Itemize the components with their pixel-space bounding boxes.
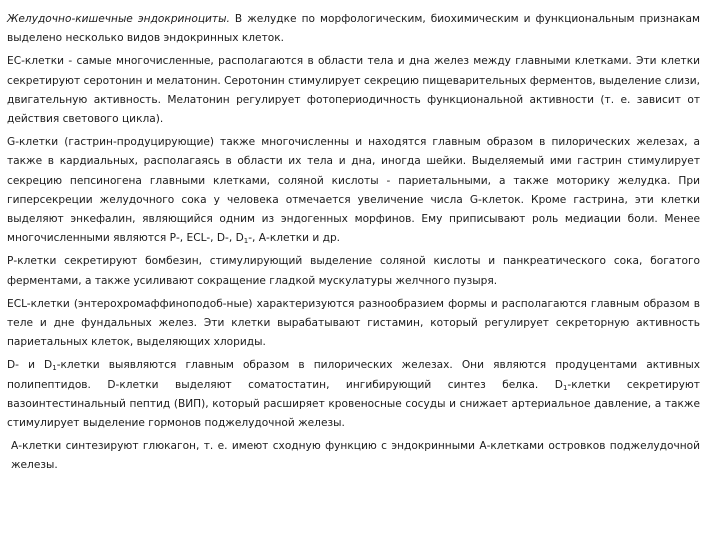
subscript-1: 1	[562, 383, 568, 392]
subscript-1: 1	[243, 237, 249, 246]
paragraph-ecl-cells-text: ECL-клетки (энтерохромаффиноподоб-ные) характеризуются разнообразием формы и располагаются главным образом в теле и дне фундальных желез. Эти клетки вырабатывают гистамин, который регулирует секреторную активность париетальных клеток, выделяющих хлориды.	[7, 297, 700, 349]
paragraph-g-cells-text: G-клетки (гастрин-продуцирующие) также многочисленны и находятся главным образом в пилорических железах, а также в кардиальных, располагаясь в области их тела и дна, иногда шейки. Выделяемый ими гастрин стимулирует секрецию пепсиногена главными клетками, соляной кислоты - париетальными, а также моторику желудка. При гиперсекреции желудочного сока у человека отмечается увеличение числа G-клеток. Кроме гастрина, эти клетки выделяют энкефалин, являющийся одним из эндогенных морфинов. Ему приписывают роль медиации боли. Менее многочисленными являются Р-, ECL-, D-, D	[7, 136, 700, 245]
paragraph-g-cells-tail: -, А-клетки и др.	[248, 232, 341, 245]
paragraph-a-cells	[7, 437, 700, 475]
paragraph-d-cells	[7, 356, 700, 433]
paragraph-ec-cells-text: ЕС-клетки - самые многочисленные, располагаются в области тела и дна желез между главными клетками. Эти клетки секретируют серотонин и мелатонин. Серотонин стимулирует секрецию пищеварительных ферментов, выделение слизи, двигательную активность. Мелатонин регулирует фотопериодичность функциональной активности (т. е. зависит от действия светового цикла).	[7, 55, 700, 126]
paragraph-p-cells	[7, 252, 700, 290]
subscript-1: 1	[52, 364, 57, 373]
paragraph-intro	[7, 10, 700, 48]
paragraph-ec-cells	[7, 52, 700, 129]
paragraph-d-cells-text-c: -клетки секретируют вазоинтестинальный пептид (ВИП), который расширяет кровеносные сосуды и снижает артериальное давление, а также стимулирует выделение гормонов поджелудочной железы.	[7, 378, 700, 430]
section-heading: Желудочно-кишечные эндокриноциты.	[7, 13, 230, 25]
paragraph-d-cells-text-b: -клетки выявляются главным образом в пилорических железах. Они являются продуцентами активных полипептидов. D-клетки выделяют соматостатин, ингибирующий синтез белка. D	[7, 359, 700, 391]
paragraph-intro-text: В желудке по морфологическим, биохимическим и функциональным признакам выделено несколько видов эндокринных клеток.	[7, 13, 701, 45]
paragraph-d-cells-text-a: D- и D	[7, 359, 53, 372]
document-page	[7, 10, 700, 480]
paragraph-g-cells	[7, 133, 700, 248]
paragraph-ecl-cells	[7, 295, 700, 353]
paragraph-p-cells-text: Р-клетки секретируют бомбезин, стимулирующий выделение соляной кислоты и панкреатического сока, богатого ферментами, а также усиливают сокращение гладкой мускулатуры желчного пузыря.	[7, 255, 700, 287]
paragraph-a-cells-text: А-клетки синтезируют глюкагон, т. е. имеют сходную функцию с эндокринными А-клетками островков поджелудочной железы.	[11, 440, 700, 472]
